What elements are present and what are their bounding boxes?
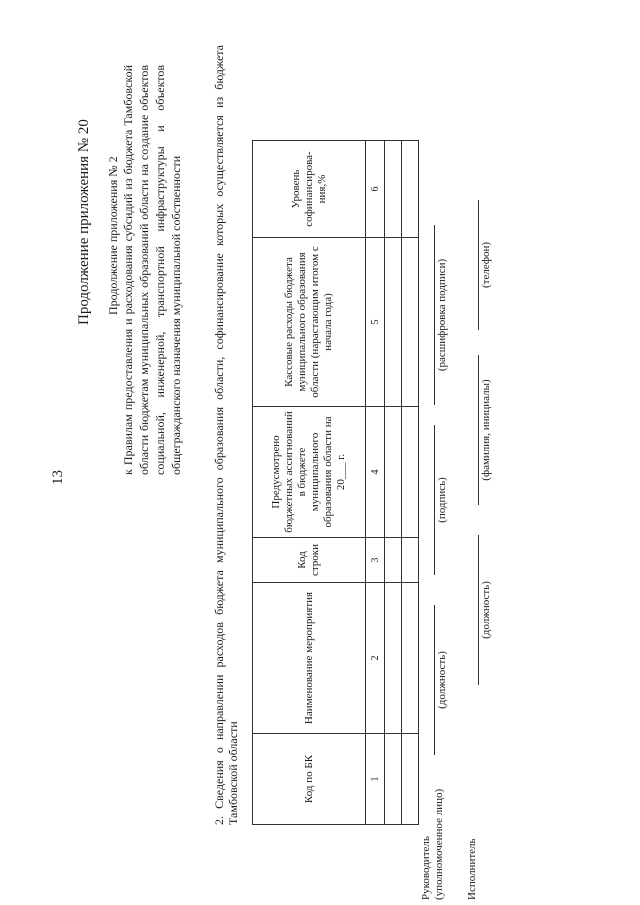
appendix-title: Продолжение приложения № 20 xyxy=(76,119,92,325)
signature-line xyxy=(434,425,435,575)
table-row xyxy=(402,141,419,825)
col-number: 6 xyxy=(366,141,385,238)
col-header: Предусмотрено бюджетных ассигнований в бюджете муниципального образования области на 20___ г. xyxy=(253,407,366,538)
signature-line xyxy=(434,225,435,405)
col-number: 5 xyxy=(366,238,385,407)
col-number: 3 xyxy=(366,538,385,583)
caption: (расшифровка подписи) xyxy=(436,258,448,372)
table-number-row xyxy=(366,141,385,825)
caption: (фамилия, инициалы) xyxy=(480,379,492,481)
section-heading: 2. Сведения о направлении расходов бюджета муниципального образования области, софинансирование которых осуществляется из бюджета Тамбовской области xyxy=(212,45,240,825)
data-table xyxy=(252,140,419,825)
col-number: 4 xyxy=(366,407,385,538)
signature-line xyxy=(434,605,435,755)
col-header: Код строки xyxy=(253,538,366,583)
executor-label: Исполнитель xyxy=(466,838,478,900)
signature-line xyxy=(478,200,479,330)
col-header: Наименование мероприятия xyxy=(253,583,366,734)
sub-heading: Продолжение приложения № 2 xyxy=(106,156,120,315)
table-header-row xyxy=(253,141,366,825)
preamble: к Правилам предоставления и расходования субсидий из бюджета Тамбовской области бюджетам муниципальных образований области на создание объектов социальной, инженерной, транспортной инфраструктуры и объектов общегражданского назначения муниципальной собственности xyxy=(121,65,183,475)
caption: (телефон) xyxy=(480,241,492,289)
col-number: 1 xyxy=(366,734,385,825)
col-header: Код по БК xyxy=(253,734,366,825)
signature-line xyxy=(478,355,479,505)
caption: (подпись) xyxy=(436,477,448,523)
table-row xyxy=(385,141,402,825)
head-label: Руководитель (уполномоченное лицо) xyxy=(420,788,445,900)
col-header: Уровень софинансирова-ния,% xyxy=(253,141,366,238)
caption: (должность) xyxy=(480,581,492,639)
signature-line xyxy=(478,535,479,685)
caption: (должность) xyxy=(436,651,448,709)
col-header: Кассовые расходы бюджета муниципального образования области (нарастающим итогом с начала года) xyxy=(253,238,366,407)
col-number: 2 xyxy=(366,583,385,734)
page-number: 13 xyxy=(50,470,66,485)
